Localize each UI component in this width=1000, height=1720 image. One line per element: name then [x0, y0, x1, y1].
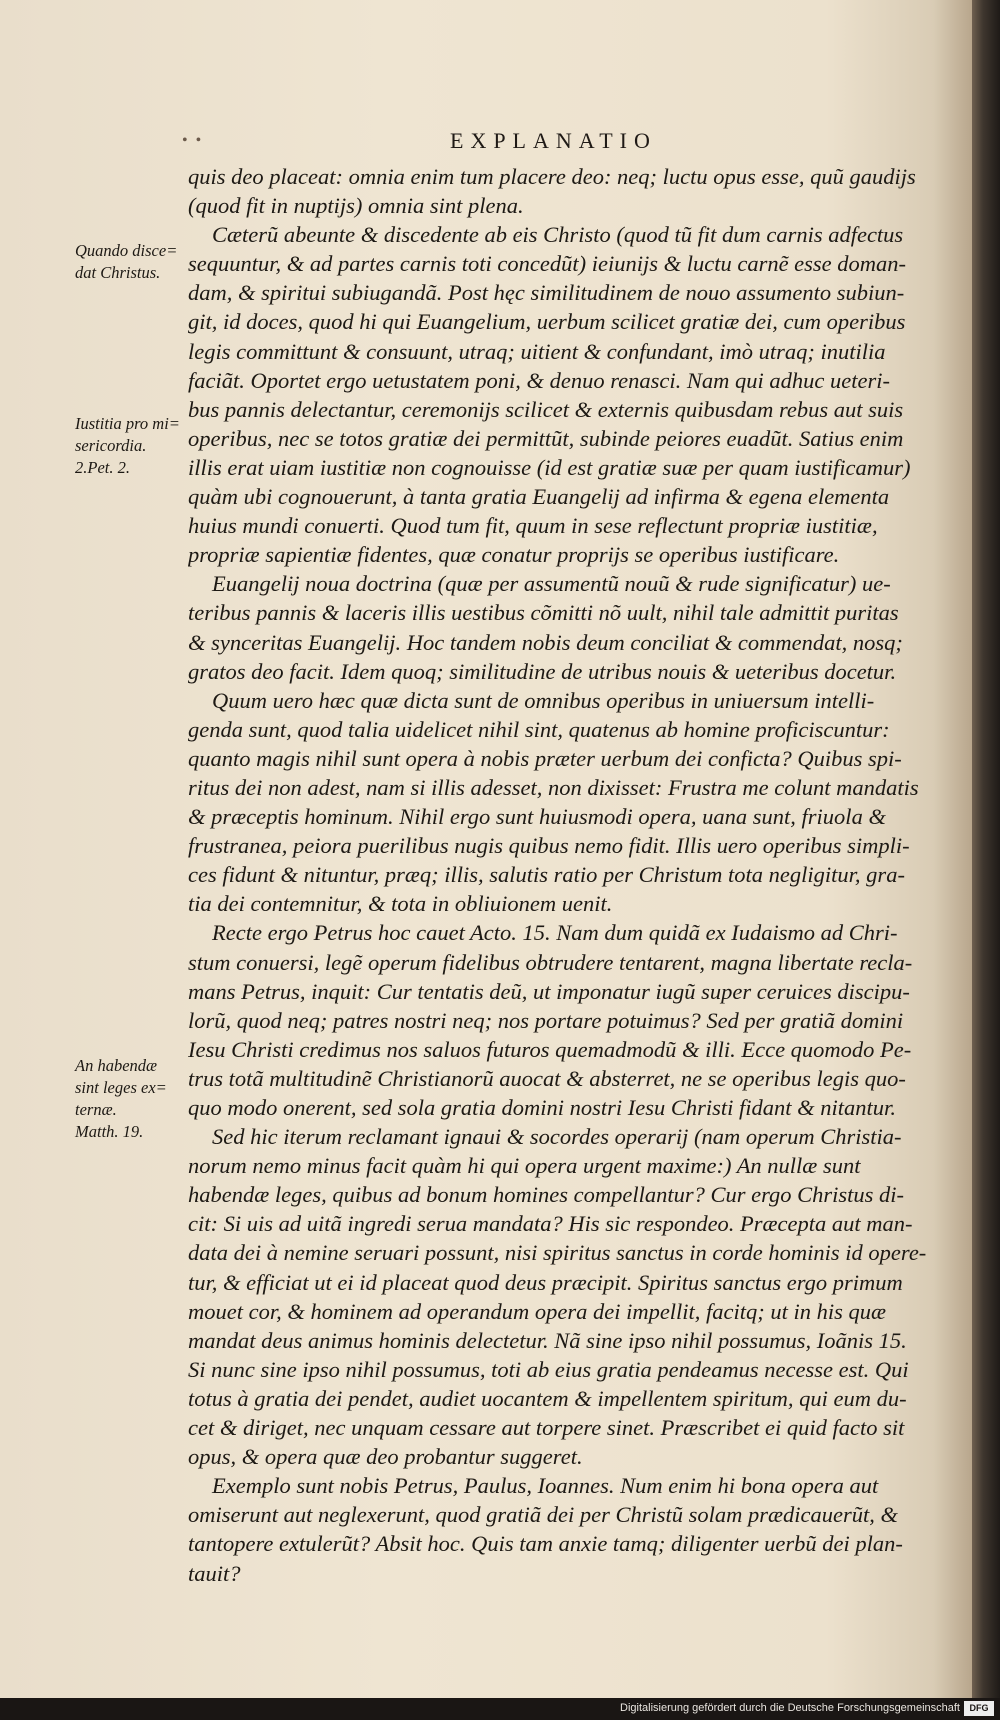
text-line: dam, & spiritui subiugandã. Post hęc similitudinem de nouo assumento subiun-: [188, 280, 905, 306]
text-line: Euangelij noua doctrina (quæ per assumentũ nouũ & rude significatur) ue-: [212, 571, 891, 597]
note-line: 2.Pet. 2.: [75, 458, 130, 477]
text-line: & synceritas Euangelij. Hoc tandem nobis deum conciliat & commendat, nosq;: [188, 629, 903, 655]
note-line: sint leges ex=: [75, 1078, 167, 1097]
text-line: trus totã multitudinẽ Christianorũ auocat & absterret, ne se operibus legis quo-: [188, 1065, 906, 1091]
margin-note-quando: [75, 240, 180, 284]
dfg-logo: DFG: [964, 1701, 994, 1716]
text-line: teribus pannis & laceris illis uestibus cõmitti nõ uult, nihil tale admittit puritas: [188, 600, 899, 626]
text-line: quis deo placeat: omnia enim tum placere deo: neq; luctu opus esse, quũ gaudijs: [188, 164, 916, 189]
text-line: Si nunc sine ipso nihil possumus, toti ab eius gratia pendeamus necesse est. Qui: [188, 1356, 909, 1382]
text-line: stum conuersi, legẽ operum fidelibus obtrudere tentarent, magna libertate recla-: [188, 949, 913, 975]
text-line: faciãt. Oportet ergo uetustatem poni, & denuo renasci. Nam qui adhuc ueteri-: [188, 367, 890, 393]
text-line: ritus dei non adest, nam si illis adesset, non dixisset: Frustra me colunt mandatis: [188, 774, 919, 800]
note-line: Quando disce=: [75, 241, 178, 260]
text-line: ces fidunt & nituntur, præq; illis, salutis ratio per Christum tota negligitur, gra-: [188, 862, 905, 888]
text-line: frustranea, peiora puerilibus nugis quibus nemo fidit. Illis uero operibus simpli-: [188, 833, 910, 859]
note-line: ternæ.: [75, 1100, 117, 1119]
text-line: quàm ubi cognouerunt, à tanta gratia Euangelij ad infirma & egena elementa: [188, 484, 890, 510]
text-line: opus, & opera quæ deo probantur suggeret.: [188, 1444, 583, 1470]
text-line: tur, & efficiat ut ei id placeat quod deus præcipit. Spiritus sanctus ergo primum: [188, 1269, 903, 1295]
text-line: mans Petrus, inquit: Cur tentatis deũ, ut imponatur iugũ super ceruices discipu-: [188, 978, 910, 1004]
text-line: tauit?: [188, 1560, 241, 1586]
note-line: sericordia.: [75, 436, 147, 455]
text-line: tia dei contemnitur, & tota in obliuionem uenit.: [188, 891, 613, 917]
text-line: Sed hic iterum reclamant ignaui & socordes operarij (nam operum Christia-: [212, 1124, 902, 1150]
text-line: quo modo onerent, sed sola gratia domini nostri Iesu Christi fidant & nitantur.: [188, 1095, 896, 1120]
digitization-credit: Digitalisierung gefördert durch die Deutsche Forschungsgemeinschaft: [620, 1702, 960, 1714]
text-line: operibus, nec se totos gratiæ dei permittũt, subinde peiores euadũt. Satius enim: [188, 425, 904, 451]
margin-note-leges: [75, 1055, 180, 1143]
text-line: (quod fit in nuptijs) omnia sint plena.: [188, 193, 524, 219]
text-line: tantopere extulerũt? Absit hoc. Quis tam anxie tamq; diligenter uerbũ dei plan-: [188, 1531, 903, 1557]
text-line: huius mundi conuerti. Quod tum fit, quum in sese reflectunt propriæ iustitiæ,: [188, 513, 878, 539]
page-number: • •: [182, 132, 204, 149]
margin-note-iustitia: [75, 413, 180, 479]
text-line: cet & diriget, nec unquam cessare aut torpere sinet. Præscribet ei quid facto sit: [188, 1415, 905, 1441]
main-text: [188, 162, 956, 1588]
running-head: EXPLANATIO: [450, 128, 657, 153]
page-edge: [972, 0, 1000, 1698]
text-line: totus à gratia dei pendet, audiet uocantem & impellentem spiritum, qui eum du-: [188, 1385, 907, 1411]
text-line: norum nemo minus facit quàm hi qui opera urgent maxime:) An nullæ sunt: [188, 1153, 861, 1179]
text-line: Iesu Christi credimus nos saluos futuros quemadmodũ & illi. Ecce quomodo Pe-: [188, 1036, 912, 1062]
text-line: genda sunt, quod talia uidelicet nihil sint, quatenus ab homine proficiscuntur:: [188, 716, 890, 742]
text-line: omiserunt aut neglexerunt, quod gratiã dei per Christũ solam prædicauerũt, &: [188, 1502, 898, 1528]
text-line: Recte ergo Petrus hoc cauet Acto. 15. Nam dum quidã ex Iudaismo ad Chri-: [212, 920, 898, 946]
text-line: mandat deus animus hominis delectetur. Nã sine ipso nihil possumus, Ioãnis 15.: [188, 1327, 907, 1353]
text-line: lorũ, quod neq; patres nostri neq; nos portare potuimus? Sed per gratiã domini: [188, 1007, 904, 1033]
footer-band: [0, 1698, 1000, 1720]
text-line: & præceptis hominum. Nihil ergo sunt huiusmodi opera, uana sunt, friuola &: [188, 804, 886, 830]
text-line: bus pannis delectantur, ceremonijs scilicet & externis quibusdam rebus aut suis: [188, 396, 904, 422]
text-line: git, id doces, quod hi qui Euangelium, uerbum scilicet gratiæ dei, cum operibus: [188, 309, 906, 335]
page-header: [170, 128, 960, 158]
text-line: mouet cor, & hominem ad operandum opera dei impellit, facitq; ut in his quæ: [188, 1298, 887, 1324]
note-line: Iustitia pro mi=: [75, 414, 180, 433]
text-line: quanto magis nihil sunt opera à nobis præter uerbum dei conficta? Quibus spi-: [188, 745, 902, 771]
text-line: sequuntur, & ad partes carnis toti concedũt) ieiunijs & luctu carnẽ esse doman-: [188, 251, 907, 277]
text-line: legis committunt & consuunt, utraq; uitient & confundant, imò utraq; inutilia: [188, 338, 886, 364]
text-line: gratos deo facit. Idem quoq; similitudine de utribus nouis & ueteribus docetur.: [188, 658, 897, 684]
text-line: cit: Si uis ad uitã ingredi serua mandata? His sic respondeo. Præcepta aut man-: [188, 1211, 913, 1237]
text-line: Quum uero hæc quæ dicta sunt de omnibus operibus in uniuersum intelli-: [212, 687, 875, 713]
text-line: data dei à nemine seruari possunt, nisi spiritus sanctus in corde hominis id opere-: [188, 1240, 927, 1266]
text-line: propriæ sapientiæ fidentes, quæ conatur proprijs se operibus iustificare.: [188, 542, 840, 568]
note-line: Matth. 19.: [75, 1122, 144, 1141]
text-line: Exemplo sunt nobis Petrus, Paulus, Ioannes. Num enim hi bona opera aut: [212, 1473, 879, 1499]
note-line: An habendæ: [75, 1056, 158, 1075]
text-line: Cæterũ abeunte & discedente ab eis Christo (quod tũ fit dum carnis adfectus: [212, 222, 904, 248]
text-line: illis erat uiam iustitiæ non cognouisse (id est gratiæ suæ per quam iustificamur): [188, 454, 911, 480]
text-line: habendæ leges, quibus ad bonum homines compellantur? Cur ergo Christus di-: [188, 1182, 905, 1208]
note-line: dat Christus.: [75, 263, 161, 282]
